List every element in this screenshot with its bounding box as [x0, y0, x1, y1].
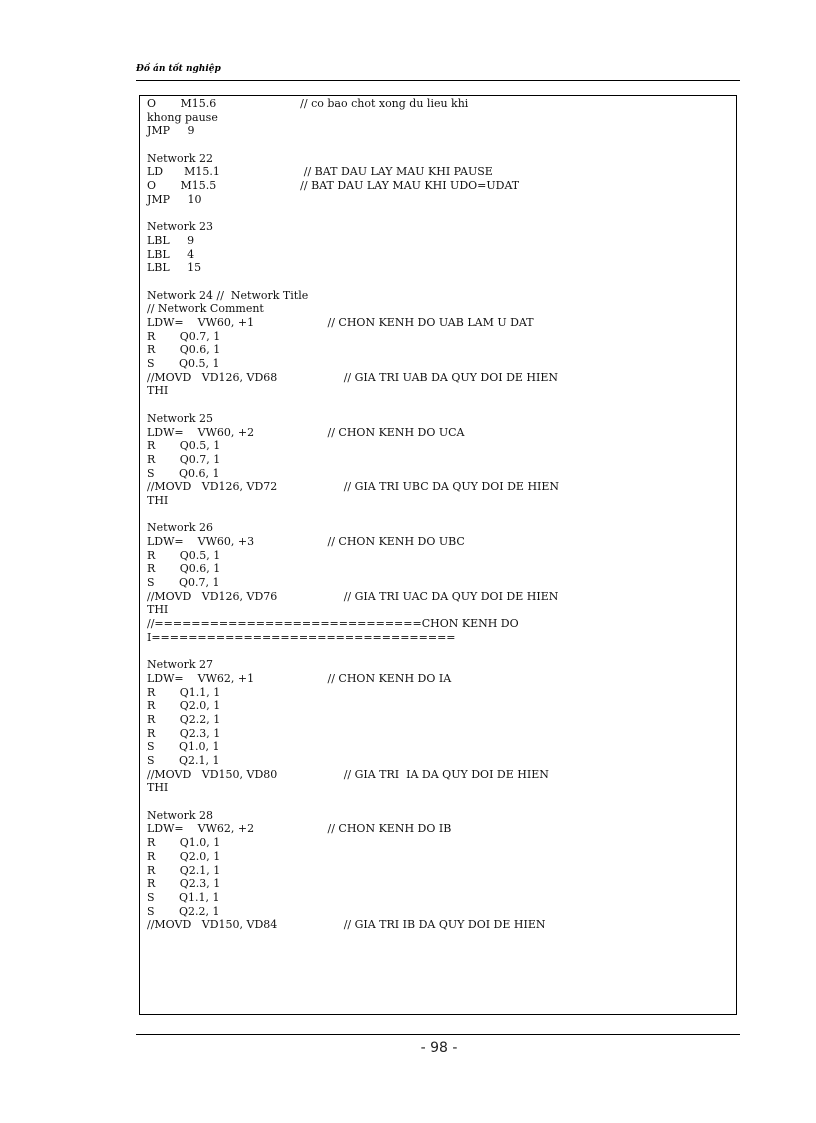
code-line: Network 22: [147, 151, 214, 165]
page-number: - 98 -: [420, 1040, 458, 1056]
code-line: Network 24 // Network Title: [147, 288, 309, 302]
code-line: Network 27: [147, 658, 214, 672]
code-line: //MOVD VD126, VD76 // GIA TRI UAC DA QUY DOI DE HIEN: [147, 589, 559, 603]
footer-divider: [136, 1034, 740, 1035]
code-line: //MOVD VD150, VD84 // GIA TRI IB DA QUY DOI DE HIEN: [147, 918, 546, 932]
code-line: S Q0.6, 1: [147, 466, 220, 480]
code-listing: [147, 97, 732, 932]
code-line: R Q2.2, 1: [147, 712, 221, 726]
code-line: R Q2.0, 1: [147, 699, 221, 713]
code-line: R Q2.0, 1: [147, 849, 221, 863]
code-line: R Q0.5, 1: [147, 439, 221, 453]
code-line: R Q0.6, 1: [147, 562, 221, 576]
code-line: LBL 15: [147, 261, 202, 275]
code-line: S Q1.0, 1: [147, 740, 220, 754]
code-line: S Q1.1, 1: [147, 890, 220, 904]
code-line: LDW= VW62, +2 // CHON KENH DO IB: [147, 822, 452, 836]
code-line: R Q1.0, 1: [147, 836, 221, 850]
header-divider: [136, 80, 740, 81]
code-line: S Q2.1, 1: [147, 754, 220, 767]
code-line: Network 26: [147, 521, 214, 535]
code-line: R Q0.7, 1: [147, 329, 221, 343]
code-line: I=================================: [147, 630, 456, 644]
code-line: JMP 9: [147, 124, 195, 138]
code-line: THI: [147, 384, 169, 398]
code-line: JMP 10: [147, 192, 202, 206]
code-line: Network 28: [147, 808, 214, 822]
code-line: khong pause: [147, 110, 218, 124]
code-listing-box: [139, 95, 737, 1015]
code-line: [147, 207, 732, 221]
code-line: [147, 645, 732, 659]
code-line: R Q1.1, 1: [147, 685, 221, 699]
code-line: R Q2.3, 1: [147, 877, 221, 891]
code-line: [147, 275, 732, 289]
code-line: LDW= VW60, +2 // CHON KENH DO UCA: [147, 425, 465, 439]
code-line: R Q2.3, 1: [147, 726, 221, 740]
code-line: //MOVD VD126, VD68 // GIA TRI UAB DA QUY DOI DE HIEN: [147, 370, 559, 384]
code-line: Network 23: [147, 220, 214, 234]
code-line: R Q0.5, 1: [147, 548, 221, 562]
code-line: LBL 9: [147, 233, 195, 247]
code-line: //MOVD VD126, VD72 // GIA TRI UBC DA QUY DOI DE HIEN: [147, 480, 560, 494]
code-line: O M15.6 // co bao chot xong du lieu khi: [147, 97, 469, 110]
code-line: LDW= VW60, +3 // CHON KENH DO UBC: [147, 535, 465, 548]
code-line: Network 25: [147, 411, 214, 425]
code-line: THI: [147, 781, 169, 795]
code-line: [147, 795, 732, 809]
code-line: LDW= VW60, +1 // CHON KENH DO UAB LAM U DAT: [147, 316, 534, 329]
code-line: R Q0.6, 1: [147, 343, 221, 357]
code-line: // Network Comment: [147, 302, 264, 316]
code-line: [147, 508, 732, 522]
code-line: LDW= VW62, +1 // CHON KENH DO IA: [147, 671, 452, 685]
code-line: S Q0.5, 1: [147, 357, 220, 371]
code-line: LD M15.1 // BAT DAU LAY MAU KHI PAUSE: [147, 165, 493, 179]
code-line: O M15.5 // BAT DAU LAY MAU KHI UDO=UDAT: [147, 179, 520, 193]
code-line: R Q2.1, 1: [147, 863, 221, 877]
code-line: [147, 138, 732, 152]
code-line: LBL 4: [147, 247, 195, 261]
code-line: S Q2.2, 1: [147, 904, 220, 918]
document-header-title: Đồ án tốt nghiệp: [136, 64, 221, 74]
code-line: S Q0.7, 1: [147, 576, 220, 590]
code-line: //=============================CHON KENH DO: [147, 617, 519, 631]
code-line: //MOVD VD150, VD80 // GIA TRI IA DA QUY DOI DE HIEN: [147, 767, 549, 781]
code-line: THI: [147, 493, 169, 507]
code-line: [147, 398, 732, 412]
code-line: R Q0.7, 1: [147, 452, 221, 466]
code-line: THI: [147, 603, 169, 617]
